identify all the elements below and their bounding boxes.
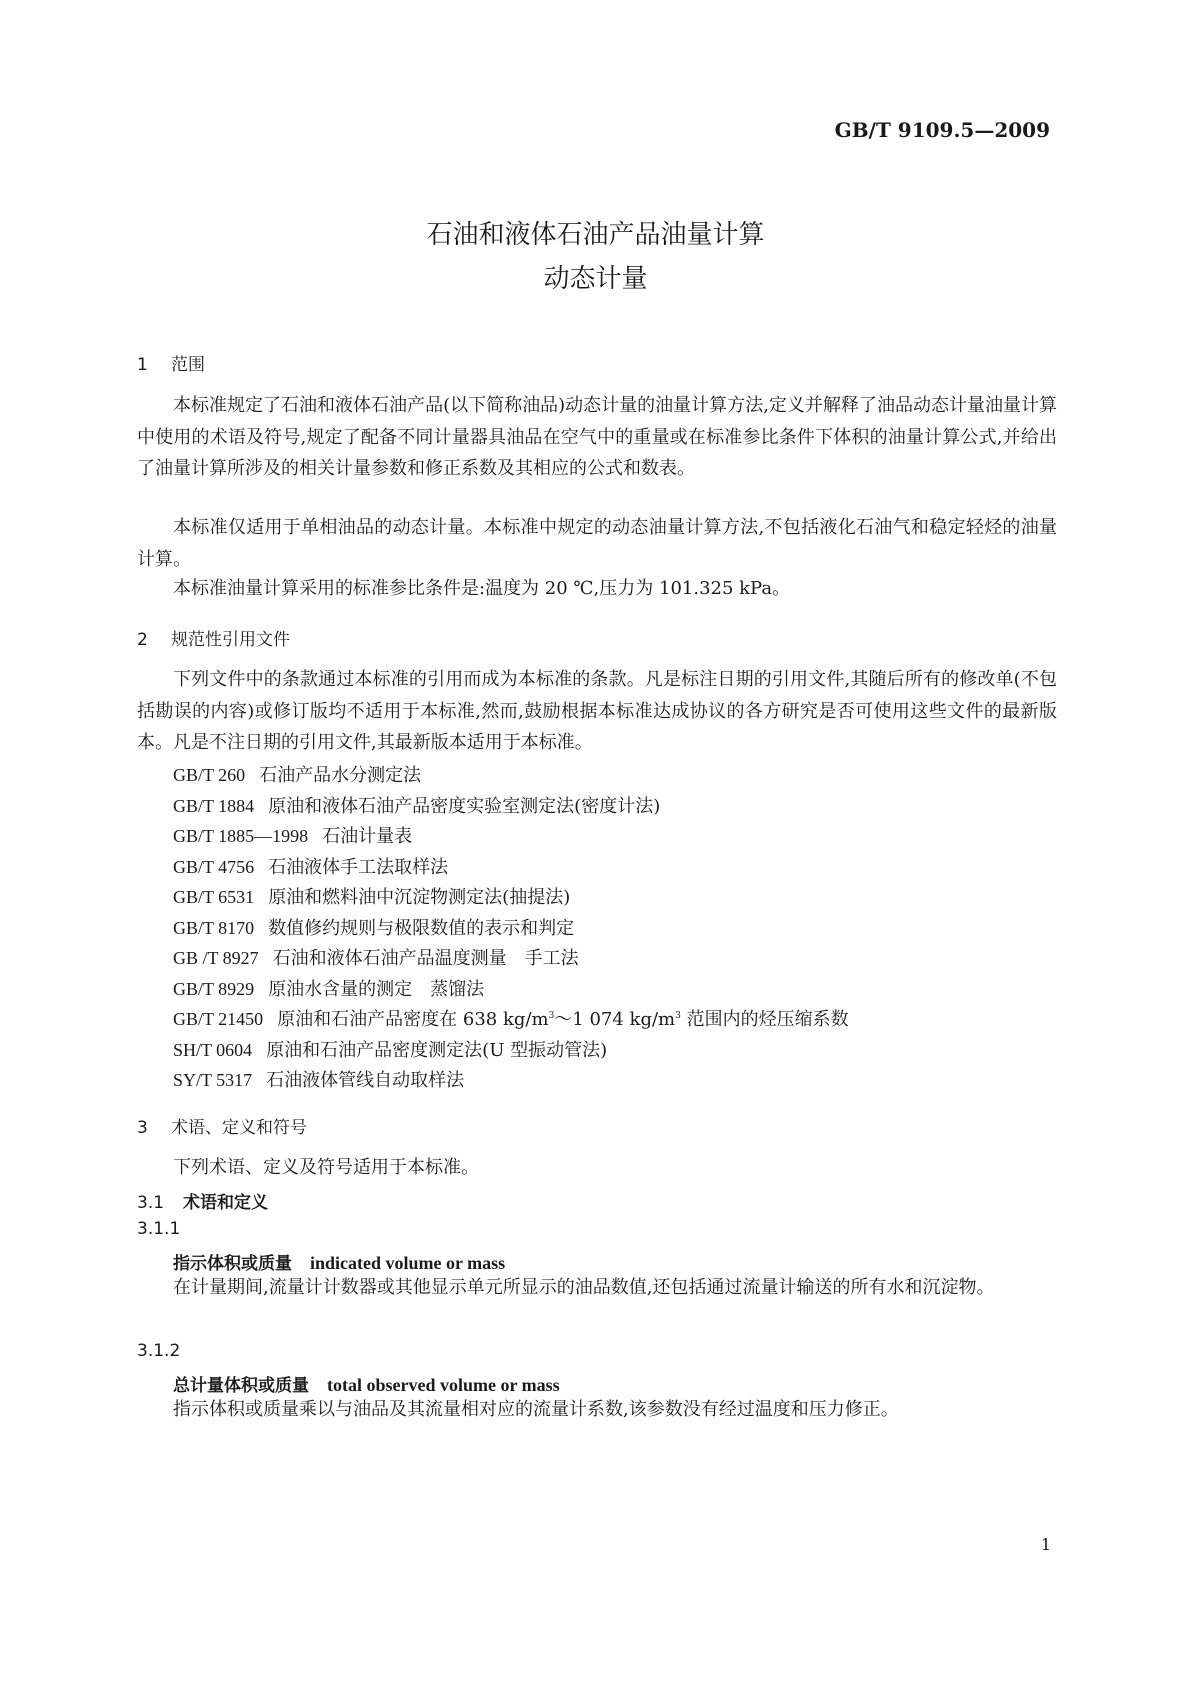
terms-intro: 下列术语、定义及符号适用于本标准。 [173, 1157, 479, 1178]
term-name: 总计量体积或质量 total observed volume or mass [173, 1375, 560, 1396]
reference-item: GB/T 21450 原油和石油产品密度在 638 $kg/m^3\sim 1$ 074 $kg/m^3$ 范围内的烃压缩系数 [173, 1009, 849, 1030]
references-intro: 下列文件中的条款通过本标准的引用而成为本标准的条款。凡是标注日期的引用文件,其随后所有的修改单(不包括勘误的内容)或修订版均不适用于本标准,然而,鼓励根据本标准达成协议的各方研究是否可使用这些文件的最新版本。凡是不注日期的引用文件,其最新版本适用于本标准。 [137, 669, 1057, 753]
reference-item: GB /T 8927 石油和液体石油产品温度测量 手工法 [173, 948, 579, 969]
term-number: 3.1.2 [137, 1341, 181, 1361]
section-2-heading: 2 规范性引用文件 [137, 630, 290, 650]
reference-item: GB/T 1885—1998 石油计量表 [173, 826, 413, 847]
section-3-heading: 3 术语、定义和符号 [137, 1118, 307, 1138]
scope-paragraph-3: 本标准油量计算采用的标准参比条件是:温度为 20 ℃,压力为 101.325 kPa。 [173, 578, 791, 599]
reference-item: GB/T 260 石油产品水分测定法 [173, 765, 422, 786]
term-name: 指示体积或质量 indicated volume or mass [173, 1253, 506, 1274]
scope-paragraph-2: 本标准仅适用于单相油品的动态计量。本标准中规定的动态油量计算方法,不包括液化石油气和稳定轻烃的油量计算。 [137, 517, 1057, 570]
clause-3-1-heading: 3.1 术语和定义 [137, 1193, 268, 1213]
reference-item: GB/T 6531 原油和燃料油中沉淀物测定法(抽提法) [173, 887, 571, 908]
scope-paragraph-1: 本标准规定了石油和液体石油产品(以下简称油品)动态计量的油量计算方法,定义并解释了油品动态计量油量计算中使用的术语及符号,规定了配备不同计量器具油品在空气中的重量或在标准参比条件下体积的油量计算公式,并给出了油量计算所涉及的相关计量参数和修正系数及其相应的公式和数表。 [137, 395, 1057, 479]
document-subtitle: 动态计量 [543, 264, 648, 294]
page-number: 1 [1040, 1535, 1051, 1554]
standard-number: GB/T 9109.5—2009 [834, 118, 1050, 142]
reference-item: GB/T 1884 原油和液体石油产品密度实验室测定法(密度计法) [173, 796, 661, 817]
term-number: 3.1.1 [137, 1219, 181, 1239]
reference-item: SH/T 0604 原油和石油产品密度测定法(U 型振动管法) [173, 1040, 608, 1061]
reference-item: GB/T 8929 原油水含量的测定 蒸馏法 [173, 979, 485, 1000]
term-definition: 在计量期间,流量计计数器或其他显示单元所显示的油品数值,还包括通过流量计输送的所有水和沉淀物。 [173, 1277, 995, 1298]
term-definition: 指示体积或质量乘以与油品及其流量相对应的流量计系数,该参数没有经过温度和压力修正。 [173, 1399, 899, 1420]
reference-item: SY/T 5317 石油液体管线自动取样法 [173, 1070, 465, 1091]
document-title: 石油和液体石油产品油量计算 [426, 220, 765, 250]
reference-item: GB/T 8170 数值修约规则与极限数值的表示和判定 [173, 918, 575, 939]
reference-item: GB/T 4756 石油液体手工法取样法 [173, 857, 449, 878]
section-1-heading: 1 范围 [137, 355, 205, 375]
